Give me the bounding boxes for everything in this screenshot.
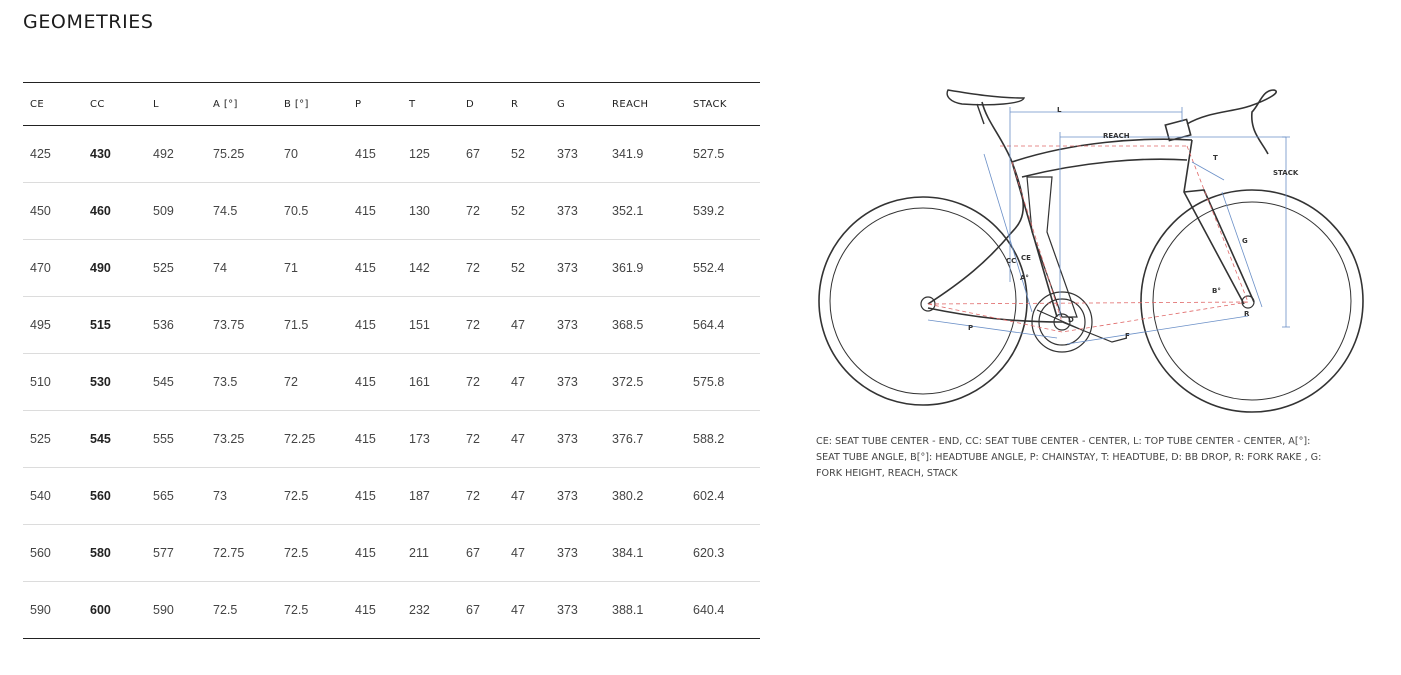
table-cell: 545 [146,354,206,411]
table-row [23,468,760,525]
table-cell: 388.1 [605,582,686,639]
table-cell: 588.2 [686,411,760,468]
table-cell: 47 [504,411,550,468]
table-cell: 72 [459,468,504,525]
table-cell: 536 [146,297,206,354]
table-cell: 373 [550,468,605,525]
table-cell: 376.7 [605,411,686,468]
table-cell: 545 [83,411,146,468]
column-header: T [402,83,459,126]
table-cell: 490 [83,240,146,297]
table-cell: 67 [459,126,504,183]
table-cell: 211 [402,525,459,582]
bike-geometry-diagram [812,82,1368,417]
table-cell: 352.1 [605,183,686,240]
table-cell: 510 [23,354,83,411]
dim-label-t: T [1213,154,1218,162]
table-cell: 72.25 [277,411,348,468]
dim-label-ce: CE [1021,254,1031,262]
table-cell: 539.2 [686,183,760,240]
table-cell: 415 [348,582,402,639]
table-cell: 560 [83,468,146,525]
column-header: CE [23,83,83,126]
table-cell: 373 [550,525,605,582]
table-cell: 187 [402,468,459,525]
geometry-lines [928,146,1248,332]
table-cell: 415 [348,126,402,183]
table-cell: 590 [23,582,83,639]
table-cell: 373 [550,126,605,183]
table-cell: 72 [277,354,348,411]
table-cell: 495 [23,297,83,354]
table-cell: 130 [402,183,459,240]
column-header: A [°] [206,83,277,126]
table-cell: 590 [146,582,206,639]
table-cell: 368.5 [605,297,686,354]
table-row [23,126,760,183]
table-cell: 620.3 [686,525,760,582]
table-cell: 52 [504,240,550,297]
dim-label-l: L [1057,106,1062,114]
dim-label-a: A° [1020,274,1029,282]
table-cell: 72 [459,411,504,468]
table-cell: 380.2 [605,468,686,525]
table-cell: 373 [550,582,605,639]
table-cell: 151 [402,297,459,354]
table-cell: 415 [348,525,402,582]
page-title: GEOMETRIES [23,11,154,33]
rear-wheel [819,197,1027,405]
dim-label-reach: REACH [1103,132,1130,140]
table-cell: 72.5 [277,468,348,525]
table-cell: 74.5 [206,183,277,240]
table-cell: 72 [459,354,504,411]
table-cell: 560 [23,525,83,582]
table-cell: 47 [504,297,550,354]
table-cell: 72.5 [277,525,348,582]
table-cell: 72.75 [206,525,277,582]
table-cell: 530 [83,354,146,411]
table-cell: 47 [504,354,550,411]
table-cell: 525 [23,411,83,468]
table-cell: 577 [146,525,206,582]
table-cell: 564.4 [686,297,760,354]
table-cell: 450 [23,183,83,240]
table-cell: 341.9 [605,126,686,183]
table-cell: 75.25 [206,126,277,183]
table-cell: 372.5 [605,354,686,411]
table-cell: 425 [23,126,83,183]
table-cell: 602.4 [686,468,760,525]
column-header: CC [83,83,146,126]
dim-label-r: R [1244,310,1250,318]
column-header: STACK [686,83,760,126]
table-cell: 575.8 [686,354,760,411]
dim-label-f: F [1125,332,1130,340]
table-cell: 125 [402,126,459,183]
table-cell: 525 [146,240,206,297]
table-cell: 71 [277,240,348,297]
table-body [23,126,760,639]
table-cell: 72 [459,297,504,354]
table-cell: 70.5 [277,183,348,240]
dim-label-d: D [1068,316,1074,324]
table-cell: 492 [146,126,206,183]
table-cell: 72.5 [277,582,348,639]
table-cell: 384.1 [605,525,686,582]
table-cell: 415 [348,354,402,411]
table-cell: 72 [459,240,504,297]
table-cell: 73.5 [206,354,277,411]
table-cell: 515 [83,297,146,354]
table-cell: 470 [23,240,83,297]
column-header: REACH [605,83,686,126]
table-cell: 47 [504,525,550,582]
table-cell: 161 [402,354,459,411]
table-row [23,183,760,240]
table-cell: 73.25 [206,411,277,468]
geometry-legend: CE: SEAT TUBE CENTER - END, CC: SEAT TUBE CENTER - CENTER, L: TOP TUBE CENTER - CENTER, A[°]: SEAT TUBE ANGLE, B[°]: HEADTUBE ANGLE, P: CHAINSTAY, T: HEADTUBE, D: BB DROP, R: FORK RAKE , G: FORK HEIGHT, REACH, STACK [816,436,1322,479]
column-header: D [459,83,504,126]
dim-label-p: P [968,324,974,332]
table-cell: 415 [348,468,402,525]
table-cell: 640.4 [686,582,760,639]
column-header: G [550,83,605,126]
column-header: P [348,83,402,126]
table-cell: 373 [550,354,605,411]
column-header: R [504,83,550,126]
dim-label-stack: STACK [1273,169,1299,177]
table-row [23,354,760,411]
table-cell: 73 [206,468,277,525]
table-cell: 71.5 [277,297,348,354]
table-cell: 72.5 [206,582,277,639]
table-cell: 67 [459,525,504,582]
table-cell: 74 [206,240,277,297]
table-cell: 415 [348,411,402,468]
table-header-row [23,83,760,126]
table-cell: 580 [83,525,146,582]
table-cell: 430 [83,126,146,183]
column-header: B [°] [277,83,348,126]
table-cell: 527.5 [686,126,760,183]
saddle [947,90,1024,124]
table-cell: 73.75 [206,297,277,354]
table-cell: 415 [348,183,402,240]
table-cell: 373 [550,183,605,240]
table-cell: 460 [83,183,146,240]
table-cell: 47 [504,582,550,639]
geometry-table [23,82,760,639]
table-cell: 361.9 [605,240,686,297]
table-cell: 173 [402,411,459,468]
table-cell: 415 [348,297,402,354]
table-cell: 373 [550,411,605,468]
column-header: L [146,83,206,126]
table-cell: 415 [348,240,402,297]
table-cell: 52 [504,126,550,183]
front-wheel [1141,190,1363,412]
table-cell: 47 [504,468,550,525]
table-cell: 373 [550,297,605,354]
table-cell: 72 [459,183,504,240]
dim-label-b: B° [1212,287,1221,295]
dim-label-g: G [1242,237,1248,245]
table-cell: 540 [23,468,83,525]
table-row [23,297,760,354]
dim-label-cc: CC [1006,257,1017,265]
table-cell: 142 [402,240,459,297]
table-cell: 232 [402,582,459,639]
table-cell: 70 [277,126,348,183]
table-cell: 600 [83,582,146,639]
table-row [23,240,760,297]
table-row [23,525,760,582]
table-row [23,411,760,468]
table-cell: 52 [504,183,550,240]
table-cell: 555 [146,411,206,468]
table-cell: 552.4 [686,240,760,297]
table-row [23,582,760,639]
table-cell: 509 [146,183,206,240]
table-cell: 67 [459,582,504,639]
table-cell: 373 [550,240,605,297]
table-cell: 565 [146,468,206,525]
